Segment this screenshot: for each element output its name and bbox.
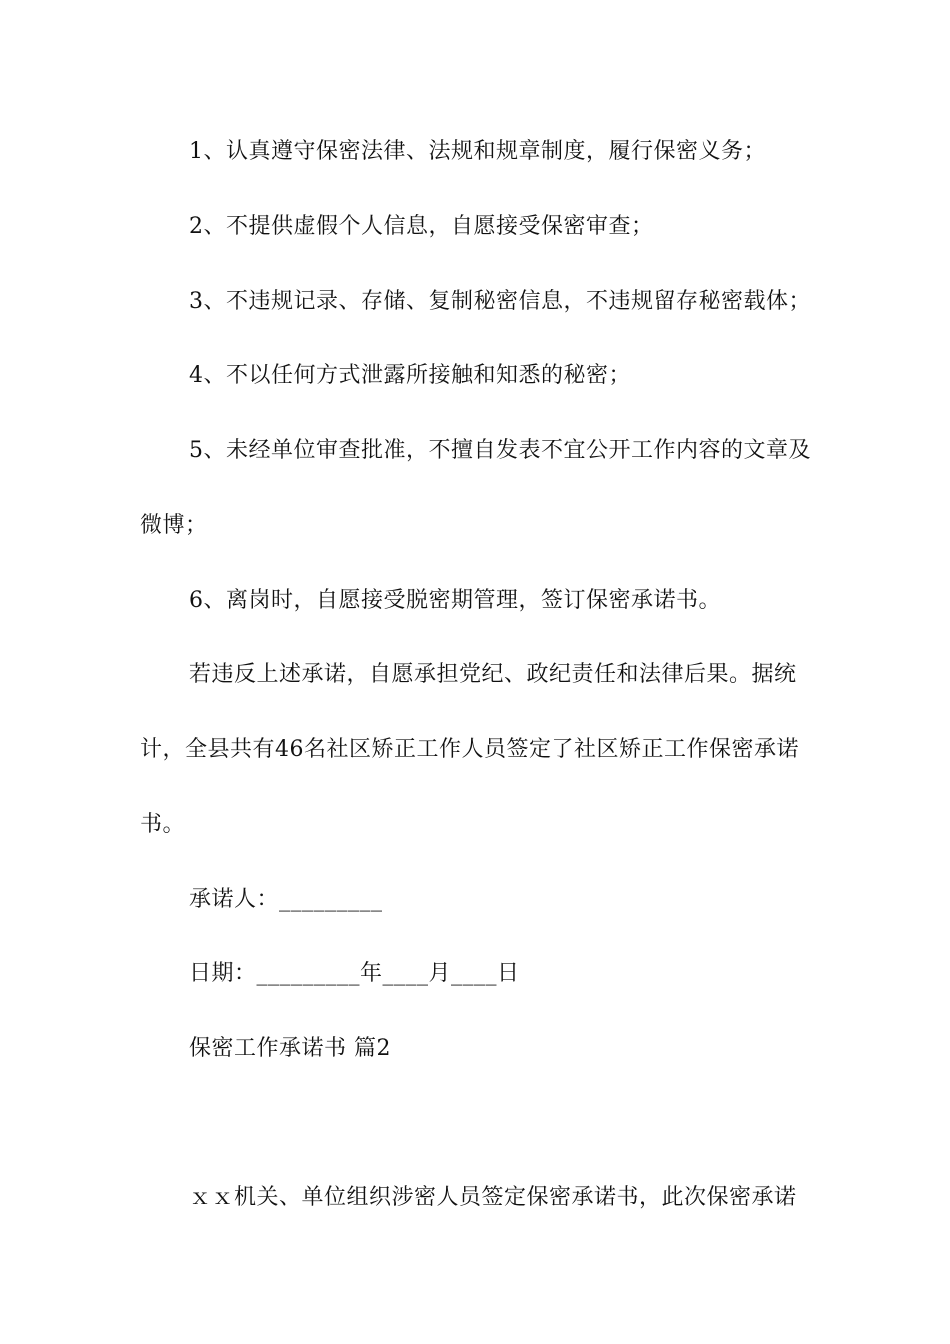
item-5-continuation: 微博； — [140, 513, 208, 538]
item-6: 6、离岗时，自愿接受脱密期管理，签订保密承诺书。 — [189, 588, 721, 613]
section-heading: 保密工作承诺书 篇2 — [189, 1036, 391, 1061]
item-3: 3、不违规记录、存储、复制秘密信息，不违规留存秘密载体； — [189, 289, 811, 314]
item-1: 1、认真遵守保密法律、法规和规章制度，履行保密义务； — [189, 139, 766, 164]
item-5: 5、未经单位审查批准，不擅自发表不宜公开工作内容的文章及 — [189, 438, 811, 463]
section-paragraph-line-1: ｘｘ机关、单位组织涉密人员签定保密承诺书，此次保密承诺 — [189, 1185, 797, 1210]
paragraph-line-2: 计，全县共有46名社区矫正工作人员签定了社区矫正工作保密承诺 — [140, 737, 799, 762]
paragraph-line-1: 若违反上述承诺，自愿承担党纪、政纪责任和法律后果。据统 — [189, 662, 797, 687]
item-2: 2、不提供虚假个人信息，自愿接受保密审查； — [189, 214, 654, 239]
signatory-field: 承诺人：_________ — [189, 887, 383, 912]
item-4: 4、不以任何方式泄露所接触和知悉的秘密； — [189, 363, 631, 388]
date-field: 日期：_________年____月____日 — [189, 961, 520, 986]
paragraph-line-3: 书。 — [140, 812, 186, 837]
